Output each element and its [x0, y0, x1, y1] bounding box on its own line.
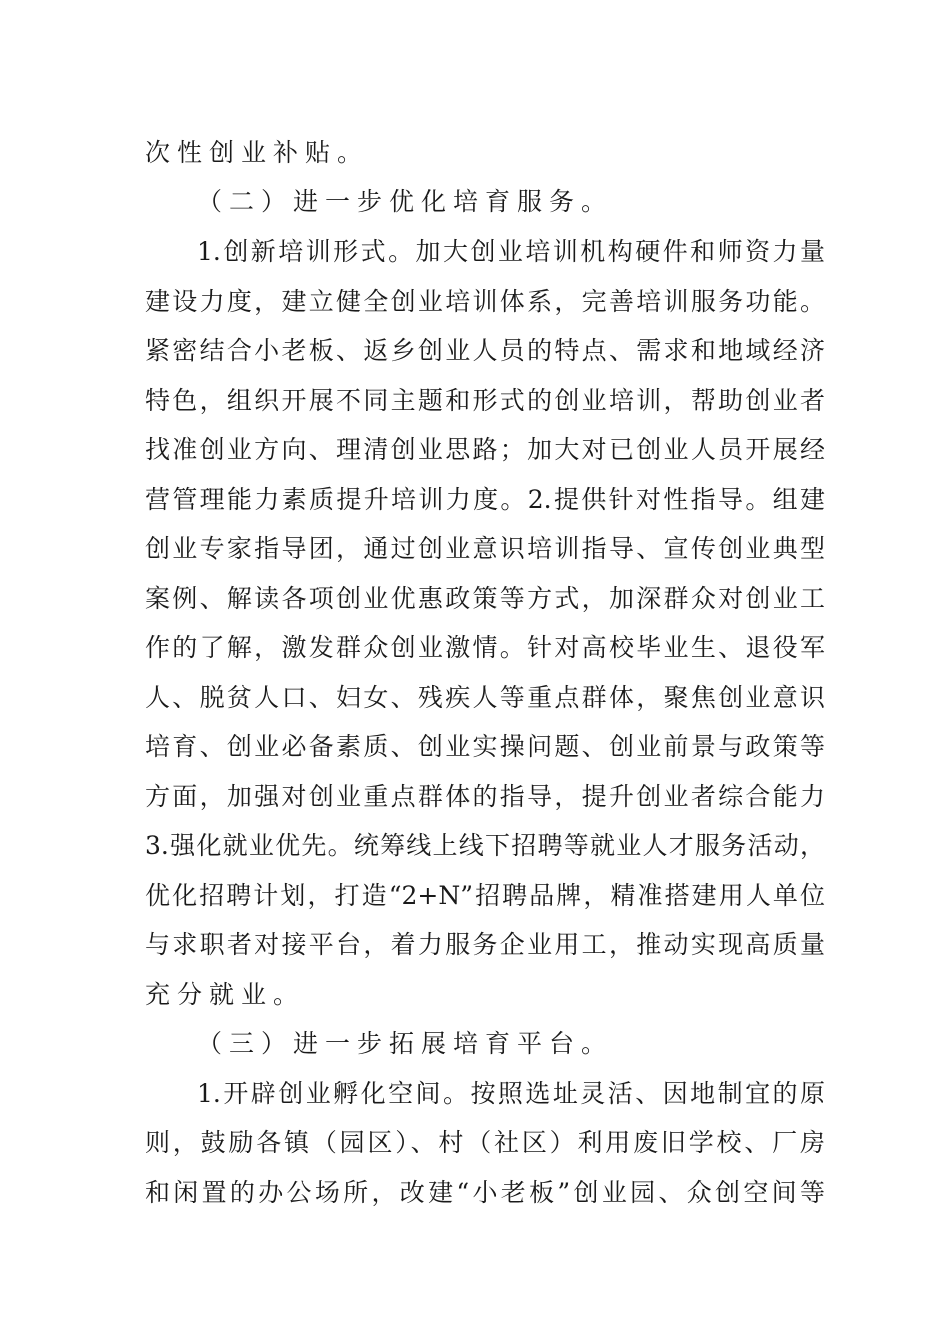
- text-line: 找准创业方向、理清创业思路；加大对已创业人员开展经: [145, 435, 825, 464]
- text-line: 案例、解读各项创业优惠政策等方式，加深群众对创业工: [145, 584, 825, 613]
- text-line: 培育、创业必备素质、创业实操问题、创业前景与政策等: [145, 732, 825, 761]
- text-line: 营管理能力素质提升培训力度。2.提供针对性指导。组建: [145, 485, 825, 514]
- text-line: 与求职者对接平台，着力服务企业用工，推动实现高质量: [145, 930, 825, 959]
- text-line: 1.创新培训形式。加大创业培训机构硬件和师资力量: [197, 237, 825, 266]
- text-line: 充分就业。: [145, 980, 306, 1009]
- text-line: 次性创业补贴。: [145, 138, 370, 167]
- section-heading: （二）进一步优化培育服务。: [197, 187, 614, 216]
- text-line: 优化招聘计划，打造“2+N”招聘品牌，精准搭建用人单位: [145, 881, 825, 910]
- section-heading: （三）进一步拓展培育平台。: [197, 1029, 614, 1058]
- text-line: 特色，组织开展不同主题和形式的创业培训，帮助创业者: [145, 386, 825, 415]
- text-line: 和闲置的办公场所，改建“小老板”创业园、众创空间等: [145, 1178, 825, 1207]
- text-line: 创业专家指导团，通过创业意识培训指导、宣传创业典型: [145, 534, 825, 563]
- text-line: 作的了解，激发群众创业激情。针对高校毕业生、退役军: [145, 633, 825, 662]
- text-line: 则，鼓励各镇（园区）、村（社区）利用废旧学校、厂房: [145, 1128, 825, 1157]
- text-line: 建设力度，建立健全创业培训体系，完善培训服务功能。: [145, 287, 825, 316]
- text-line: 1.开辟创业孵化空间。按照选址灵活、因地制宜的原: [197, 1079, 825, 1108]
- text-line: 紧密结合小老板、返乡创业人员的特点、需求和地域经济: [145, 336, 825, 365]
- text-line: 人、脱贫人口、妇女、残疾人等重点群体，聚焦创业意识: [145, 683, 825, 712]
- text-line: 方面，加强对创业重点群体的指导，提升创业者综合能力: [145, 782, 825, 811]
- text-line: 3.强化就业优先。统筹线上线下招聘等就业人才服务活动，: [145, 831, 825, 860]
